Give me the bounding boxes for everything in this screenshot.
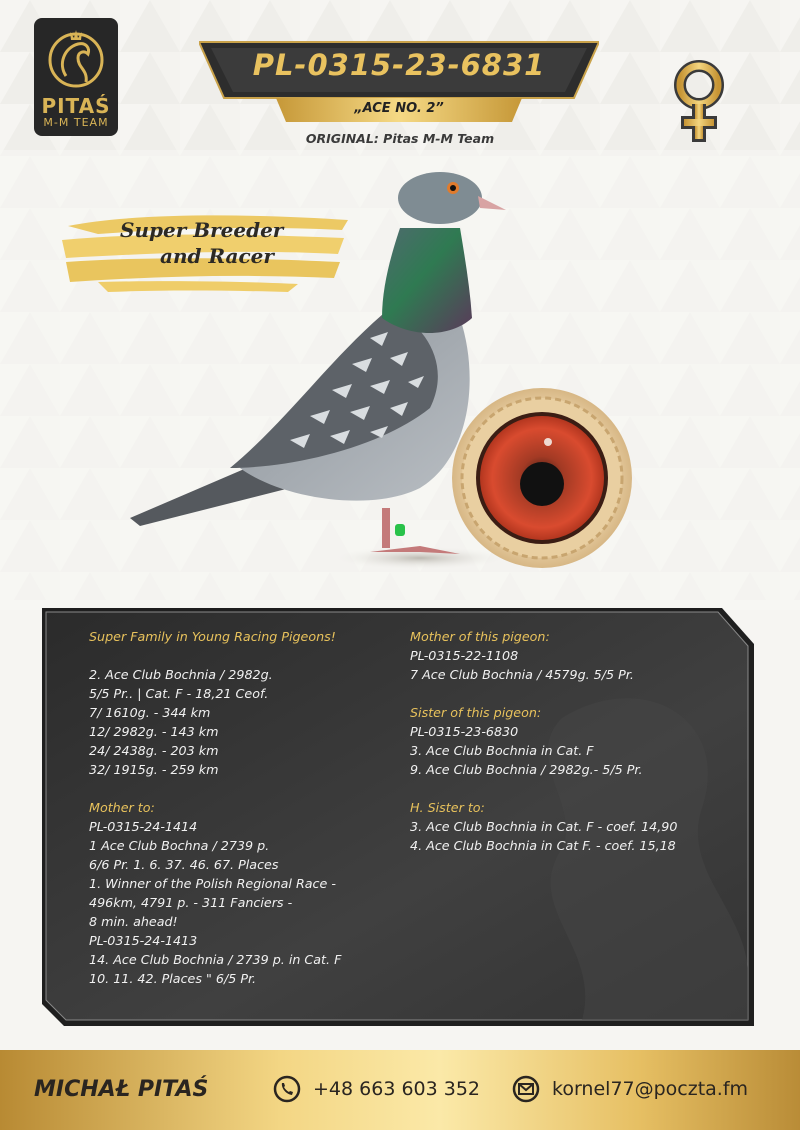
info-line: 3. Ace Club Bochnia in Cat. F - coef. 14,90	[410, 819, 678, 834]
ring-number: PL-0315-23-6831	[252, 48, 546, 82]
info-line: 6/6 Pr. 1. 6. 37. 46. 67. Places	[89, 857, 279, 872]
info-line: PL-0315-22-1108	[410, 648, 519, 663]
email-icon	[512, 1075, 540, 1103]
info-line: 9. Ace Club Bochnia / 2982g.- 5/5 Pr.	[410, 762, 643, 777]
info-line: 4. Ace Club Bochnia in Cat F. - coef. 15,18	[410, 838, 676, 853]
spacer	[410, 684, 750, 703]
email-address[interactable]: kornel77@poczta.fm	[552, 1078, 749, 1100]
info-line: 12/ 2982g. - 143 km	[89, 724, 219, 739]
section-heading: Mother to:	[89, 800, 155, 815]
info-line: 10. 11. 42. Places " 6/5 Pr.	[89, 971, 257, 986]
info-line: 2. Ace Club Bochnia / 2982g.	[89, 667, 273, 682]
pigeon-name: „ACE NO. 2”	[354, 101, 444, 116]
info-line: 24/ 2438g. - 203 km	[89, 743, 219, 758]
spacer	[410, 779, 750, 798]
eye-photo	[450, 386, 634, 570]
right-column	[410, 627, 750, 855]
phone-icon	[273, 1075, 301, 1103]
phone-number[interactable]: +48 663 603 352	[313, 1078, 481, 1100]
logo-name: PITAŚ	[41, 94, 111, 118]
tagline-line2: and Racer	[160, 244, 274, 268]
info-line: 496km, 4791 p. - 311 Fanciers -	[89, 895, 293, 910]
info-line: 1. Winner of the Polish Regional Race -	[89, 876, 336, 891]
logo-team: M-M TEAM	[43, 116, 109, 129]
spacer	[89, 646, 389, 665]
info-line: 7 Ace Club Bochnia / 4579g. 5/5 Pr.	[410, 667, 634, 682]
owner-name: MICHAŁ PITAŚ	[34, 1077, 209, 1102]
section-heading: Sister of this pigeon:	[410, 705, 542, 720]
section-heading: Mother of this pigeon:	[410, 629, 550, 644]
female-symbol-icon	[674, 60, 724, 146]
original-breeder: ORIGINAL: Pitas M-M Team	[305, 131, 495, 146]
tagline-line1: Super Breeder	[120, 218, 284, 242]
info-line: 7/ 1610g. - 344 km	[89, 705, 211, 720]
section-heading: Super Family in Young Racing Pigeons!	[89, 629, 336, 644]
info-line: PL-0315-23-6830	[410, 724, 519, 739]
left-column	[89, 627, 389, 988]
spacer	[89, 779, 389, 798]
team-logo	[34, 18, 118, 136]
info-line: 14. Ace Club Bochnia / 2739 p. in Cat. F	[89, 952, 342, 967]
info-line: PL-0315-24-1414	[89, 819, 198, 834]
rooster-icon	[44, 24, 108, 92]
info-line: 3. Ace Club Bochnia in Cat. F	[410, 743, 594, 758]
info-line: PL-0315-24-1413	[89, 933, 198, 948]
section-heading: H. Sister to:	[410, 800, 485, 815]
info-line: 5/5 Pr.. | Cat. F - 18,21 Ceof.	[89, 686, 269, 701]
info-line: 1 Ace Club Bochna / 2739 p.	[89, 838, 270, 853]
info-line: 8 min. ahead!	[89, 914, 178, 929]
info-line: 32/ 1915g. - 259 km	[89, 762, 219, 777]
